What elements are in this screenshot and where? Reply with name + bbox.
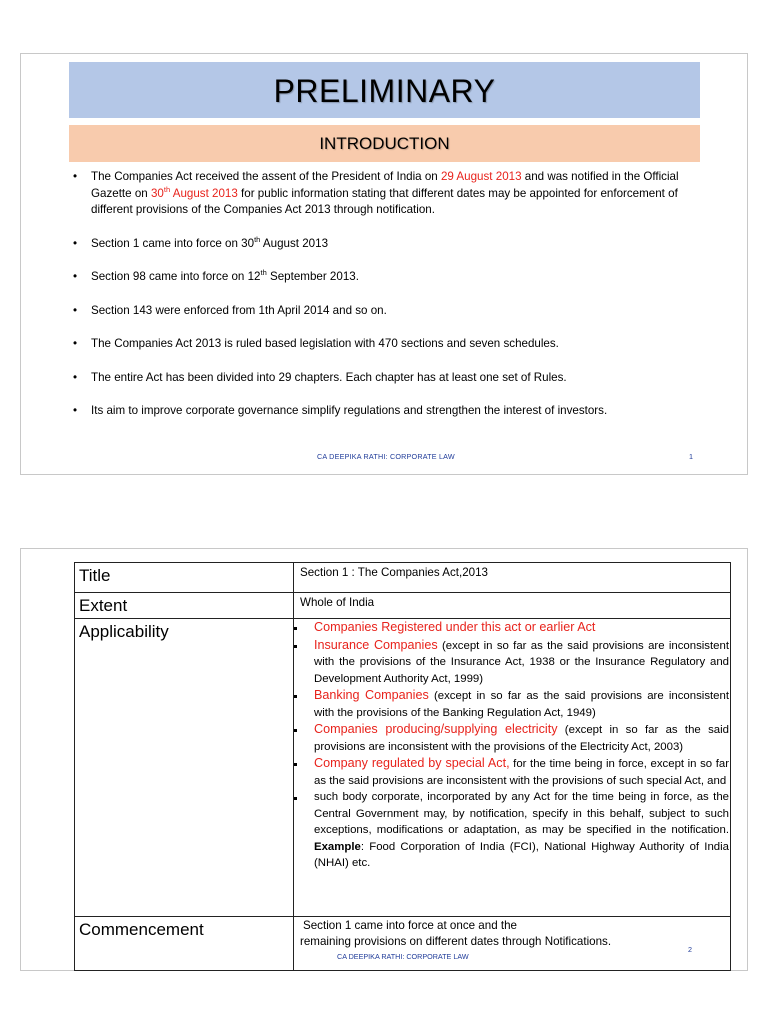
table-row xyxy=(75,563,731,593)
slide-2 xyxy=(20,548,748,971)
page-number: 1 xyxy=(689,452,694,461)
bullet-item: • Section 1 came into force on 30th August 2013 xyxy=(73,236,693,253)
row-label-extent: Extent xyxy=(79,596,128,615)
bullet-item: • Its aim to improve corporate governance simplify regulations and strengthen the interest of investors. xyxy=(73,403,693,420)
table-row xyxy=(75,593,731,619)
date-highlight: 30th August 2013 xyxy=(150,184,238,200)
applicability-list xyxy=(294,619,730,872)
list-item: Company regulated by special Act, for the time being in force, except in so far as the said provisions are inconsistent with the provisions of such special Act, and xyxy=(300,755,729,789)
subtitle-banner xyxy=(69,125,700,162)
slide-footer: CA DEEPIKA RATHI: CORPORATE LAW xyxy=(317,452,455,461)
list-item: such body corporate, incorporated by any Act for the time being in force, as the Central Government may, by notification, specify in this behalf, subject to such exceptions, modifications or adaptation, as may be specified in the notification. Example: Food Corporation of India (FCI), National Highway Authority of India (NHAI) etc. xyxy=(300,789,729,872)
row-label-title: Title xyxy=(79,566,111,585)
date-highlight: 29 August 2013 xyxy=(440,170,522,183)
bullet-item: • Section 143 were enforced from 1th April 2014 and so on. xyxy=(73,303,693,320)
table-row xyxy=(75,917,731,971)
slide-subtitle: INTRODUCTION xyxy=(319,134,450,153)
row-value-extent: Whole of India xyxy=(300,596,375,609)
bullet-item: • The entire Act has been divided into 29 chapters. Each chapter has at least one set of Rules. xyxy=(73,370,693,387)
bullet-item: • Section 98 came into force on 12th September 2013. xyxy=(73,269,693,286)
list-item: Insurance Companies (except in so far as the said provisions are inconsistent with the provisions of the Insurance Act, 1938 or the Insurance Regulatory and Development Authority Act, 1999) xyxy=(300,637,729,688)
bullet-item: • The Companies Act received the assent of the President of India on 29 August 2013 and was notified in the Official Gazette on 30th August 2013 for public information stating that different dates may be appointed for enforcement of different provisions of the Companies Act 2013 through notification. xyxy=(73,169,693,219)
slide-footer: CA DEEPIKA RATHI: CORPORATE LAW xyxy=(337,952,469,961)
bullet-list xyxy=(73,169,693,437)
page-number: 2 xyxy=(688,945,692,954)
title-banner xyxy=(69,62,700,118)
list-item: Banking Companies (except in so far as the said provisions are inconsistent with the provisions of the Banking Regulation Act, 1949) xyxy=(300,687,729,721)
slide-title: PRELIMINARY xyxy=(273,73,496,109)
bullet-item: • The Companies Act 2013 is ruled based legislation with 470 sections and seven schedules. xyxy=(73,336,693,353)
table-row xyxy=(75,619,731,917)
row-value-commencement: Section 1 came into force at once and the remaining provisions on different dates through Notifications. xyxy=(300,919,612,948)
row-label-commencement: Commencement xyxy=(79,920,204,939)
slide-1 xyxy=(20,53,748,475)
act-details-table xyxy=(74,562,731,971)
list-item: Companies Registered under this act or earlier Act xyxy=(300,619,729,637)
row-label-applicability: Applicability xyxy=(79,622,169,641)
row-value-title: Section 1 : The Companies Act,2013 xyxy=(300,566,488,579)
list-item: Companies producing/supplying electricity (except in so far as the said provisions are inconsistent with the provisions of the Electricity Act, 2003) xyxy=(300,721,729,755)
